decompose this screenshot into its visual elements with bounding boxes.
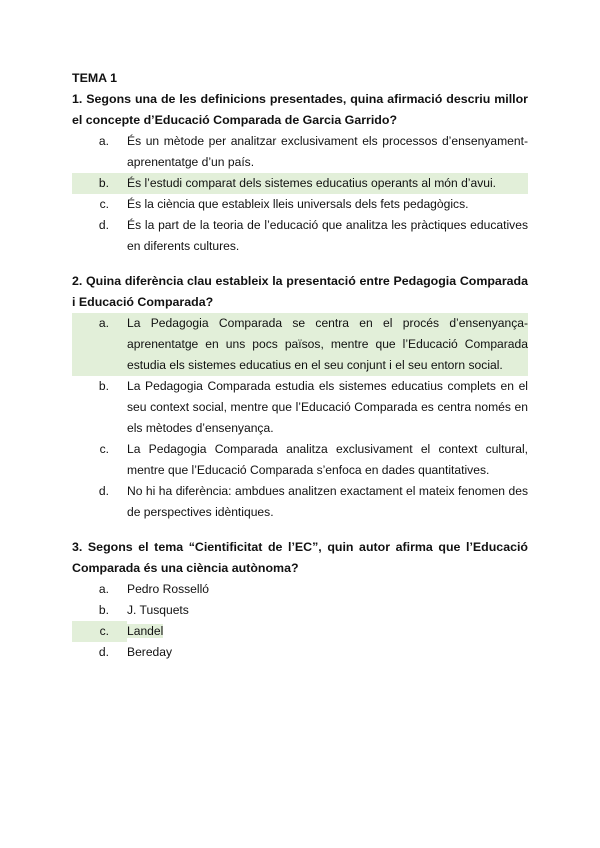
option-d bbox=[72, 642, 528, 663]
question-3 bbox=[72, 537, 528, 663]
answer-options bbox=[72, 313, 528, 523]
option-letter: c. bbox=[72, 621, 127, 642]
option-letter: d. bbox=[98, 645, 109, 659]
option-letter: d. bbox=[98, 484, 109, 498]
answer-options bbox=[72, 579, 528, 663]
option-letter: a. bbox=[72, 313, 127, 376]
option-letter: b. bbox=[98, 603, 109, 617]
option-text: Pedro Rosselló bbox=[127, 582, 210, 596]
option-text: És un mètode per analitzar exclusivament els processos d’ensenyament-aprenentatge d’un país. bbox=[127, 134, 528, 169]
document-page bbox=[72, 68, 528, 677]
question-1 bbox=[72, 89, 528, 257]
option-c-highlighted bbox=[72, 621, 528, 642]
option-letter: a. bbox=[98, 582, 109, 596]
question-text: 3. Segons el tema “Cientificitat de l’EC”, quin autor afirma que l’Educació Comparada és una ciència autònoma? bbox=[72, 540, 528, 575]
option-b-highlighted bbox=[72, 173, 528, 194]
option-b bbox=[72, 600, 528, 621]
section-heading: TEMA 1 bbox=[72, 71, 117, 85]
option-a bbox=[72, 579, 528, 600]
option-letter: a. bbox=[98, 134, 109, 148]
option-letter: c. bbox=[99, 442, 109, 456]
question-text: 1. Segons una de les definicions presentades, quina afirmació descriu millor el concepte d’Educació Comparada de Garcia Garrido? bbox=[72, 92, 528, 127]
option-text: La Pedagogia Comparada analitza exclusivament el context cultural, mentre que l’Educació Comparada s’enfoca en dades quantitatives. bbox=[127, 442, 528, 477]
option-text: La Pedagogia Comparada estudia els sistemes educatius complets en el seu context social, mentre que l’Educació Comparada es centra només en els mètodes d’ensenyança. bbox=[127, 379, 528, 435]
option-text: J. Tusquets bbox=[127, 603, 189, 617]
option-letter: d. bbox=[98, 218, 109, 232]
option-text: És la part de la teoria de l’educació que analitza les pràctiques educatives en diferents cultures. bbox=[127, 218, 528, 253]
option-a bbox=[72, 131, 528, 173]
option-letter: c. bbox=[99, 197, 109, 211]
option-text: Bereday bbox=[127, 645, 173, 659]
option-text: És l’estudi comparat dels sistemes educatius operants al món d’avui. bbox=[127, 173, 528, 194]
question-2 bbox=[72, 271, 528, 523]
option-a-highlighted bbox=[72, 313, 528, 376]
option-d bbox=[72, 215, 528, 257]
question-text: 2. Quina diferència clau estableix la presentació entre Pedagogia Comparada i Educació Comparada? bbox=[72, 274, 528, 309]
option-letter: b. bbox=[72, 173, 127, 194]
option-letter: b. bbox=[98, 379, 109, 393]
option-c bbox=[72, 439, 528, 481]
highlighted-answer: Landel bbox=[127, 624, 164, 638]
option-text bbox=[127, 621, 528, 642]
answer-options bbox=[72, 131, 528, 257]
option-text: La Pedagogia Comparada se centra en el procés d’ensenyança-aprenentatge en uns pocs països, mentre que l’Educació Comparada estudia els sistemes educatius en el seu conjunt i el seu entorn social. bbox=[127, 313, 528, 376]
option-c bbox=[72, 194, 528, 215]
option-d bbox=[72, 481, 528, 523]
option-text: No hi ha diferència: ambdues analitzen exactament el mateix fenomen des de perspectives idèntiques. bbox=[127, 484, 528, 519]
option-b bbox=[72, 376, 528, 439]
option-text: És la ciència que estableix lleis universals dels fets pedagògics. bbox=[127, 197, 469, 211]
